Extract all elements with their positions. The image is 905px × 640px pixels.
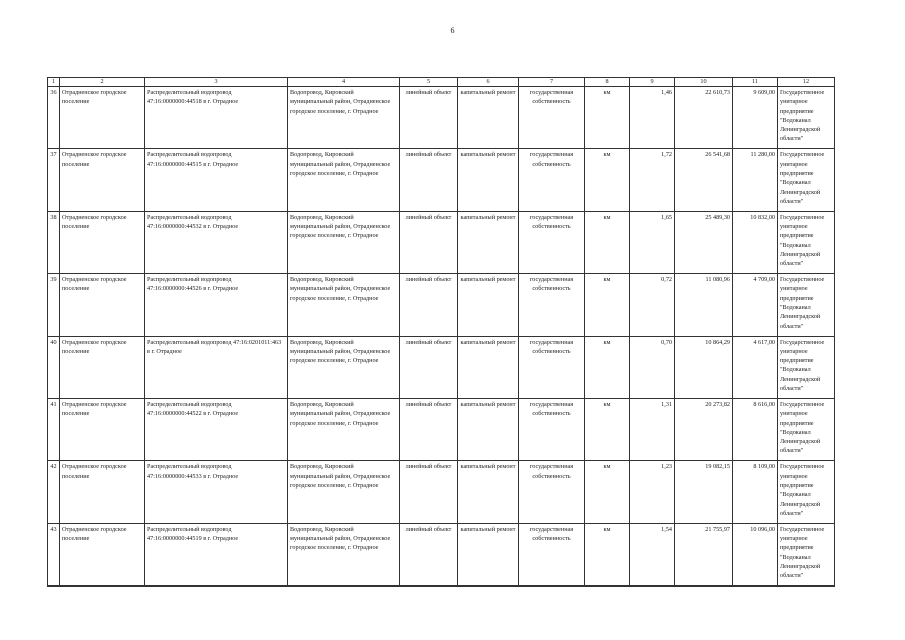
address-cell: Водопровод, Кировский муниципальный район, Отрадненское городское поселение, г. Отрадное: [288, 461, 400, 523]
object-type-cell: линейный объект: [400, 274, 458, 336]
work-type-cell: капитальный ремонт: [458, 336, 519, 398]
header-cell-8: 8: [585, 78, 630, 87]
funding-cell: 4 709,00: [733, 274, 778, 336]
row-number: 36: [48, 87, 60, 149]
row-number: 40: [48, 336, 60, 398]
operator-cell: Государственное унитарное предприятие "Водоканал Ленинградской области": [778, 211, 835, 273]
ownership-cell: государственная собственность: [519, 398, 585, 460]
ownership-cell: государственная собственность: [519, 523, 585, 585]
ownership-cell: государственная собственность: [519, 87, 585, 149]
object-name-cell: Распределительный водопровод 47:16:0000000:44526 в г. Отрадное: [145, 274, 288, 336]
row-number: 39: [48, 274, 60, 336]
registry-table: [47, 77, 835, 587]
table-row: [48, 211, 835, 273]
total-cost-cell: 20 273,82: [675, 398, 733, 460]
operator-cell: Государственное унитарное предприятие "Водоканал Ленинградской области": [778, 336, 835, 398]
address-cell: Водопровод, Кировский муниципальный район, Отрадненское городское поселение, г. Отрадное: [288, 149, 400, 211]
length-cell: 1,54: [630, 523, 675, 585]
address-cell: Водопровод, Кировский муниципальный район, Отрадненское городское поселение, г. Отрадное: [288, 336, 400, 398]
work-type-cell: капитальный ремонт: [458, 523, 519, 585]
header-cell-1: 1: [48, 78, 60, 87]
unit-cell: км: [585, 274, 630, 336]
settlement-cell: Отрадненское городское поселение: [60, 461, 145, 523]
header-cell-12: 12: [778, 78, 835, 87]
header-cell-11: 11: [733, 78, 778, 87]
settlement-cell: Отрадненское городское поселение: [60, 149, 145, 211]
header-cell-4: 4: [288, 78, 400, 87]
table-row: [48, 336, 835, 398]
total-cost-cell: 11 080,96: [675, 274, 733, 336]
table-row: [48, 274, 835, 336]
ownership-cell: государственная собственность: [519, 461, 585, 523]
object-type-cell: линейный объект: [400, 336, 458, 398]
table-row: [48, 87, 835, 149]
funding-cell: 8 616,00: [733, 398, 778, 460]
object-name-cell: Распределительный водопровод 47:16:0000000:44533 в г. Отрадное: [145, 461, 288, 523]
settlement-cell: Отрадненское городское поселение: [60, 274, 145, 336]
table-row: [48, 523, 835, 585]
header-cell-10: 10: [675, 78, 733, 87]
funding-cell: 10 832,00: [733, 211, 778, 273]
total-cost-cell: 22 610,73: [675, 87, 733, 149]
operator-cell: Государственное унитарное предприятие "Водоканал Ленинградской области": [778, 461, 835, 523]
object-name-cell: Распределительный водопровод 47:16:0000000:44532 в г. Отрадное: [145, 211, 288, 273]
operator-cell: Государственное унитарное предприятие "Водоканал Ленинградской области": [778, 149, 835, 211]
length-cell: 0,70: [630, 336, 675, 398]
total-cost-cell: 10 864,29: [675, 336, 733, 398]
length-cell: 1,72: [630, 149, 675, 211]
work-type-cell: капитальный ремонт: [458, 274, 519, 336]
header-cell-6: 6: [458, 78, 519, 87]
table-row: [48, 461, 835, 523]
settlement-cell: Отрадненское городское поселение: [60, 211, 145, 273]
address-cell: Водопровод, Кировский муниципальный район, Отрадненское городское поселение, г. Отрадное: [288, 87, 400, 149]
unit-cell: км: [585, 461, 630, 523]
funding-cell: 11 280,00: [733, 149, 778, 211]
funding-cell: 4 617,00: [733, 336, 778, 398]
operator-cell: Государственное унитарное предприятие "Водоканал Ленинградской области": [778, 274, 835, 336]
settlement-cell: Отрадненское городское поселение: [60, 398, 145, 460]
ownership-cell: государственная собственность: [519, 274, 585, 336]
table-body: [48, 87, 835, 586]
header-cell-3: 3: [145, 78, 288, 87]
settlement-cell: Отрадненское городское поселение: [60, 523, 145, 585]
work-type-cell: капитальный ремонт: [458, 461, 519, 523]
length-cell: 1,46: [630, 87, 675, 149]
length-cell: 1,65: [630, 211, 675, 273]
object-name-cell: Распределительный водопровод 47:16:0201011:463 в г. Отрадное: [145, 336, 288, 398]
total-cost-cell: 21 755,97: [675, 523, 733, 585]
work-type-cell: капитальный ремонт: [458, 149, 519, 211]
row-number: 41: [48, 398, 60, 460]
unit-cell: км: [585, 87, 630, 149]
ownership-cell: государственная собственность: [519, 336, 585, 398]
unit-cell: км: [585, 211, 630, 273]
funding-cell: 10 096,00: [733, 523, 778, 585]
object-name-cell: Распределительный водопровод 47:16:0000000:44518 в г. Отрадное: [145, 87, 288, 149]
operator-cell: Государственное унитарное предприятие "Водоканал Ленинградской области": [778, 523, 835, 585]
length-cell: 0,72: [630, 274, 675, 336]
header-cell-9: 9: [630, 78, 675, 87]
address-cell: Водопровод, Кировский муниципальный район, Отрадненское городское поселение, г. Отрадное: [288, 274, 400, 336]
funding-cell: 8 109,00: [733, 461, 778, 523]
work-type-cell: капитальный ремонт: [458, 398, 519, 460]
unit-cell: км: [585, 398, 630, 460]
address-cell: Водопровод, Кировский муниципальный район, Отрадненское городское поселение, г. Отрадное: [288, 523, 400, 585]
header-row: [48, 78, 835, 87]
ownership-cell: государственная собственность: [519, 149, 585, 211]
object-type-cell: линейный объект: [400, 149, 458, 211]
settlement-cell: Отрадненское городское поселение: [60, 336, 145, 398]
address-cell: Водопровод, Кировский муниципальный район, Отрадненское городское поселение, г. Отрадное: [288, 398, 400, 460]
table-header: [48, 78, 835, 87]
table-row: [48, 149, 835, 211]
unit-cell: км: [585, 149, 630, 211]
address-cell: Водопровод, Кировский муниципальный район, Отрадненское городское поселение, г. Отрадное: [288, 211, 400, 273]
object-type-cell: линейный объект: [400, 523, 458, 585]
work-type-cell: капитальный ремонт: [458, 87, 519, 149]
object-type-cell: линейный объект: [400, 211, 458, 273]
operator-cell: Государственное унитарное предприятие "Водоканал Ленинградской области": [778, 398, 835, 460]
work-type-cell: капитальный ремонт: [458, 211, 519, 273]
length-cell: 1,23: [630, 461, 675, 523]
unit-cell: км: [585, 336, 630, 398]
object-name-cell: Распределительный водопровод 47:16:0000000:44519 в г. Отрадное: [145, 523, 288, 585]
operator-cell: Государственное унитарное предприятие "Водоканал Ленинградской области": [778, 87, 835, 149]
total-cost-cell: 25 489,30: [675, 211, 733, 273]
row-number: 42: [48, 461, 60, 523]
total-cost-cell: 26 541,68: [675, 149, 733, 211]
total-cost-cell: 19 082,15: [675, 461, 733, 523]
unit-cell: км: [585, 523, 630, 585]
header-cell-7: 7: [519, 78, 585, 87]
row-number: 43: [48, 523, 60, 585]
object-type-cell: линейный объект: [400, 398, 458, 460]
header-cell-5: 5: [400, 78, 458, 87]
row-number: 38: [48, 211, 60, 273]
object-type-cell: линейный объект: [400, 87, 458, 149]
header-cell-2: 2: [60, 78, 145, 87]
ownership-cell: государственная собственность: [519, 211, 585, 273]
settlement-cell: Отрадненское городское поселение: [60, 87, 145, 149]
row-number: 37: [48, 149, 60, 211]
table-row: [48, 398, 835, 460]
object-name-cell: Распределительный водопровод 47:16:0000000:44515 в г. Отрадное: [145, 149, 288, 211]
page-number: 6: [450, 26, 455, 35]
object-name-cell: Распределительный водопровод 47:16:0000000:44522 в г. Отрадное: [145, 398, 288, 460]
length-cell: 1,31: [630, 398, 675, 460]
funding-cell: 9 609,00: [733, 87, 778, 149]
object-type-cell: линейный объект: [400, 461, 458, 523]
